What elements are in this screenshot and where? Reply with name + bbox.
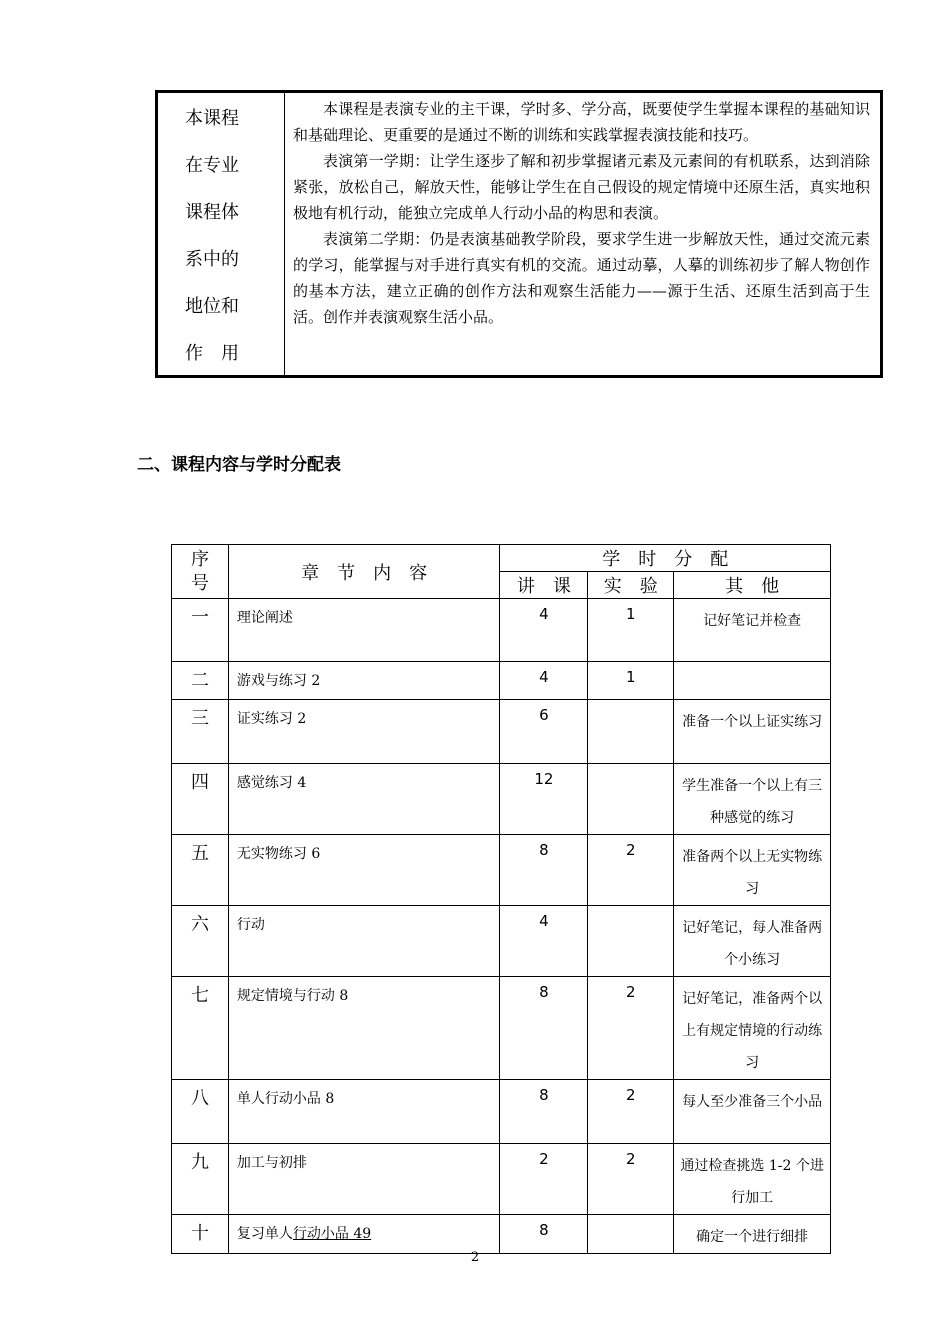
table-row	[172, 977, 831, 1080]
header-other: 其 他	[674, 572, 831, 599]
row-no: 四	[172, 764, 229, 835]
row-no: 三	[172, 700, 229, 764]
row-chapter: 理论阐述	[228, 599, 500, 662]
row-chapter: 行动	[228, 906, 500, 977]
role-label-line: 本课程	[185, 108, 239, 129]
row-lecture: 8	[500, 835, 588, 906]
row-lecture: 4	[500, 906, 588, 977]
section-title: 二、课程内容与学时分配表	[137, 455, 341, 475]
row-lecture: 12	[500, 764, 588, 835]
row-other: 记好笔记，准备两个以上有规定情境的行动练习	[674, 977, 831, 1080]
role-paragraph: 表演第一学期：让学生逐步了解和初步掌握诸元素及元素间的有机联系，达到消除紧张，放松自己，解放天性，能够让学生在自己假设的规定情境中还原生活，真实地积极地有机行动，能独立完成单人行动小品的构思和表演。	[293, 152, 870, 222]
header-hours: 学 时 分 配	[500, 545, 831, 572]
row-lab: 2	[588, 977, 674, 1080]
role-label-line: 在专业	[185, 155, 239, 176]
schedule-table	[171, 544, 831, 1254]
row-chapter: 证实练习 2	[228, 700, 500, 764]
row-no: 七	[172, 977, 229, 1080]
row-other: 记好笔记并检查	[674, 599, 831, 662]
row-other: 记好笔记，每人准备两个小练习	[674, 906, 831, 977]
row-lab: 2	[588, 1080, 674, 1144]
role-label-line: 课程体	[185, 202, 239, 223]
row-chapter: 游戏与练习 2	[228, 662, 500, 700]
row-lecture: 4	[500, 662, 588, 700]
row-other: 准备两个以上无实物练习	[674, 835, 831, 906]
row-other: 学生准备一个以上有三种感觉的练习	[674, 764, 831, 835]
table-row	[172, 1144, 831, 1215]
row-no: 十	[172, 1215, 229, 1254]
row-chapter: 加工与初排	[228, 1144, 500, 1215]
row-no: 五	[172, 835, 229, 906]
row-other: 每人至少准备三个小品	[674, 1080, 831, 1144]
row-lab: 2	[588, 835, 674, 906]
role-label-cell	[158, 93, 285, 375]
course-role-box	[155, 90, 883, 378]
row-chapter: 感觉练习 4	[228, 764, 500, 835]
row-lecture: 8	[500, 977, 588, 1080]
header-lecture: 讲 课	[500, 572, 588, 599]
row-lab	[588, 906, 674, 977]
row-lab	[588, 764, 674, 835]
row-chapter: 无实物练习 6	[228, 835, 500, 906]
row-no: 一	[172, 599, 229, 662]
row-other: 通过检查挑选 1-2 个进行加工	[674, 1144, 831, 1215]
table-row	[172, 599, 831, 662]
role-label-line: 系中的	[185, 249, 239, 270]
row-lab	[588, 1215, 674, 1254]
page-number: 2	[470, 1250, 480, 1265]
role-label-line: 地位和	[185, 296, 239, 317]
header-lab: 实 验	[588, 572, 674, 599]
row-chapter-underlined: 行动小品 49	[292, 1226, 372, 1242]
row-chapter	[228, 1215, 500, 1254]
row-no: 八	[172, 1080, 229, 1144]
table-row	[172, 764, 831, 835]
row-lab: 2	[588, 1144, 674, 1215]
role-paragraph: 本课程是表演专业的主干课，学时多、学分高，既要使学生掌握本课程的基础知识和基础理论、更重要的是通过不断的训练和实践掌握表演技能和技巧。	[293, 100, 870, 144]
table-row	[172, 835, 831, 906]
row-lecture: 4	[500, 599, 588, 662]
row-lab	[588, 700, 674, 764]
header-no-text: 序号	[190, 548, 209, 594]
table-row	[172, 700, 831, 764]
row-lecture: 8	[500, 1215, 588, 1254]
row-other: 确定一个进行细排	[674, 1215, 831, 1254]
row-lecture: 6	[500, 700, 588, 764]
role-description-cell	[285, 93, 880, 375]
row-lecture: 2	[500, 1144, 588, 1215]
row-chapter: 单人行动小品 8	[228, 1080, 500, 1144]
row-other: 准备一个以上证实练习	[674, 700, 831, 764]
row-lab: 1	[588, 599, 674, 662]
role-paragraph: 表演第二学期：仍是表演基础教学阶段，要求学生进一步解放天性，通过交流元素的学习，能掌握与对手进行真实有机的交流。通过动摹，人摹的训练初步了解人物创作的基本方法，建立正确的创作方法和观察生活能力——源于生活、还原生活到高于生活。创作并表演观察生活小品。	[293, 230, 870, 326]
row-other	[674, 662, 831, 700]
row-no: 二	[172, 662, 229, 700]
role-label-line: 作 用	[185, 343, 239, 364]
header-no	[172, 545, 229, 599]
row-lecture: 8	[500, 1080, 588, 1144]
row-chapter: 规定情境与行动 8	[228, 977, 500, 1080]
table-row	[172, 662, 831, 700]
row-no: 九	[172, 1144, 229, 1215]
table-row	[172, 1080, 831, 1144]
table-row	[172, 906, 831, 977]
row-no: 六	[172, 906, 229, 977]
table-row	[172, 1215, 831, 1254]
header-chapter: 章 节 内 容	[228, 545, 500, 599]
row-lab: 1	[588, 662, 674, 700]
row-chapter-part: 复习单人	[236, 1226, 293, 1242]
